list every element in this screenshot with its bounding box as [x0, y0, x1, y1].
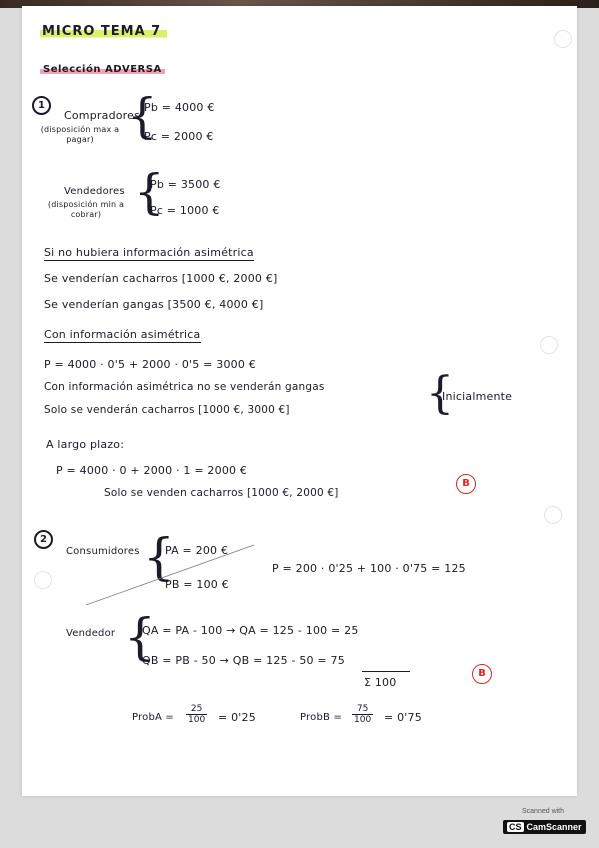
- initially-brace: {: [426, 368, 454, 419]
- margin-ghost-mark: [554, 30, 572, 48]
- camscanner-watermark: [503, 808, 583, 842]
- long-run-price: P = 4000 · 0 + 2000 · 1 = 2000 €: [56, 464, 248, 477]
- no-asymmetric-line-2: Se venderían gangas [3500 €, 4000 €]: [44, 298, 264, 311]
- consumers-pa: PA = 200 €: [165, 544, 229, 557]
- consumers-brace: {: [143, 528, 175, 586]
- section-subtitle: Selección ADVERSA: [40, 64, 165, 75]
- prob-a-numerator: 25: [186, 704, 207, 715]
- long-run-heading: A largo plazo:: [46, 438, 125, 451]
- long-run-line: Solo se venden cacharros [1000 €, 2000 €]: [104, 487, 339, 499]
- prob-b-value: = 0'75: [384, 711, 422, 724]
- exercise-2-answer: B: [472, 664, 492, 684]
- prob-b-denominator: 100: [354, 715, 372, 725]
- exercise-1-number: 1: [32, 96, 51, 115]
- margin-ghost-mark: [540, 336, 558, 354]
- buyers-pb: Pb = 4000 €: [144, 101, 215, 114]
- asymmetric-line-2: Solo se venderán cacharros [1000 €, 3000 €]: [44, 404, 290, 416]
- sellers-pc: Pc = 1000 €: [150, 204, 220, 217]
- seller-qa-line: QA = PA - 100 → QA = 125 - 100 = 25: [142, 624, 359, 637]
- camscanner-logo-icon: CS: [509, 822, 522, 832]
- margin-ghost-mark: [34, 571, 52, 589]
- sum-rule: [362, 671, 410, 672]
- sellers-pb: Pb = 3500 €: [150, 178, 221, 191]
- seller-total: Σ 100: [364, 676, 397, 689]
- prob-b-label: ProbB =: [300, 712, 343, 723]
- margin-ghost-mark: [544, 506, 562, 524]
- buyers-note: (disposición max a pagar): [40, 125, 120, 144]
- exercise-2-number: 2: [34, 530, 53, 549]
- sellers-brace: {: [134, 164, 165, 220]
- seller-qb-line: QB = PB - 50 → QB = 125 - 50 = 75: [142, 654, 345, 667]
- no-asymmetric-line-1: Se venderían cacharros [1000 €, 2000 €]: [44, 272, 278, 285]
- prob-b-numerator: 75: [352, 704, 373, 715]
- initially-label: Inicialmente: [442, 390, 513, 403]
- asymmetric-price: P = 4000 · 0'5 + 2000 · 0'5 = 3000 €: [44, 358, 256, 371]
- consumers-pb: PB = 100 €: [165, 578, 229, 591]
- prob-a-value: = 0'25: [218, 711, 256, 724]
- sellers-note: (disposición min a cobrar): [47, 200, 125, 219]
- buyers-label: Compradores: [64, 109, 141, 122]
- prob-a-denominator: 100: [188, 715, 206, 725]
- scanned-with-text: Scanned with: [521, 808, 565, 815]
- buyers-pc: Pc = 2000 €: [144, 130, 214, 143]
- prob-b-fraction: [352, 704, 373, 725]
- exercise-1-answer: B: [456, 474, 476, 494]
- camscanner-brand-name: CamScanner: [526, 822, 582, 832]
- no-asymmetric-heading: Si no hubiera información asimétrica: [44, 246, 254, 259]
- page-title: MICRO TEMA 7: [40, 23, 167, 39]
- consumers-label: Consumidores: [66, 546, 140, 557]
- prob-a-fraction: [186, 704, 207, 725]
- camscanner-logo: [503, 820, 586, 834]
- asymmetric-line-1: Con información asimétrica no se venderán gangas: [44, 381, 325, 393]
- seller-label: Vendedor: [66, 628, 116, 639]
- seller-brace: {: [124, 608, 156, 666]
- prob-a-label: ProbA =: [132, 712, 175, 723]
- ex2-price-formula: P = 200 · 0'25 + 100 · 0'75 = 125: [272, 562, 466, 575]
- buyers-brace: {: [127, 88, 158, 144]
- strikethrough-line: [82, 541, 262, 611]
- sellers-label: Vendedores: [64, 186, 125, 197]
- notebook-page: [22, 6, 577, 796]
- asymmetric-heading: Con información asimétrica: [44, 328, 201, 341]
